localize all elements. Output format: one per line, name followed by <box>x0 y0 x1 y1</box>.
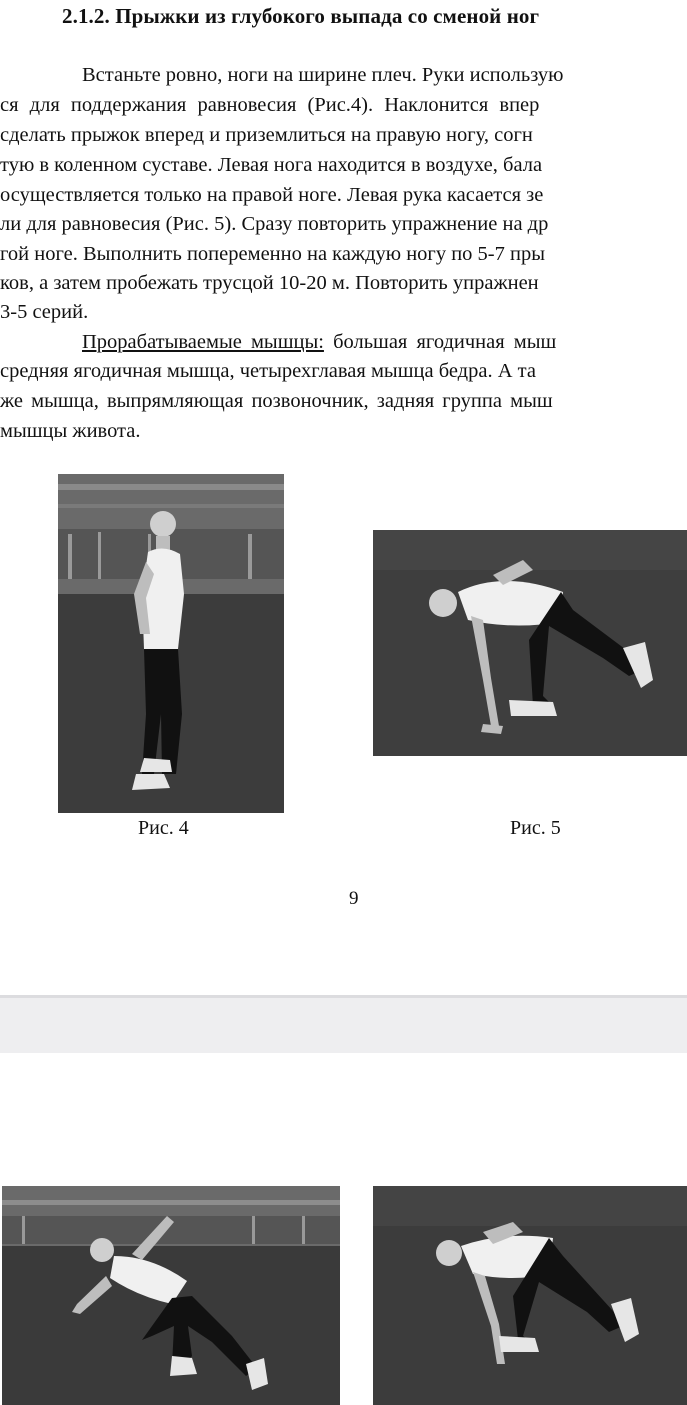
muscles-text: большая ягодичная мыш <box>323 331 557 353</box>
paragraph-line: сделать прыжок вперед и приземлиться на правую ногу, согн <box>0 124 533 146</box>
muscles-line <box>82 329 556 355</box>
paragraph-line: Встаньте ровно, ноги на ширине плеч. Руки использую <box>82 64 564 86</box>
paragraph-line: ков, а затем пробежать трусцой 10-20 м. Повторить упражнен <box>0 272 539 294</box>
paragraph-line: мышцы живота. <box>0 420 141 442</box>
figure-6-photo <box>2 1186 340 1405</box>
page-number: 9 <box>349 888 359 909</box>
caption-fig-5: Рис. 5 <box>510 817 561 839</box>
paragraph-line: средняя ягодичная мышца, четырехглавая мышца бедра. А та <box>0 360 536 382</box>
figure-4-photo <box>58 474 284 813</box>
document-page-10 <box>0 1053 687 1405</box>
page-separator <box>0 995 687 1056</box>
paragraph-line: тую в коленном суставе. Левая нога находится в воздухе, бала <box>0 154 543 176</box>
figure-7-photo <box>373 1186 687 1405</box>
paragraph-line: осуществляется только на правой ноге. Левая рука касается зе <box>0 184 544 206</box>
section-title: 2.1.2. Прыжки из глубокого выпада со сменой ног <box>62 4 540 28</box>
caption-fig-4: Рис. 4 <box>138 817 189 839</box>
muscles-label: Прорабатываемые мышцы: <box>82 331 324 353</box>
paragraph-line: же мышца, выпрямляющая позвоночник, задняя группа мыш <box>0 390 553 412</box>
paragraph-line: ли для равновесия (Рис. 5). Сразу повторить упражнение на др <box>0 213 549 235</box>
paragraph-line: 3-5 серий. <box>0 301 89 323</box>
paragraph-line: гой ноге. Выполнить попеременно на каждую ногу по 5-7 пры <box>0 243 546 265</box>
figure-5-photo <box>373 530 687 756</box>
paragraph-line: ся для поддержания равновесия (Рис.4). Наклонится впер <box>0 94 540 116</box>
